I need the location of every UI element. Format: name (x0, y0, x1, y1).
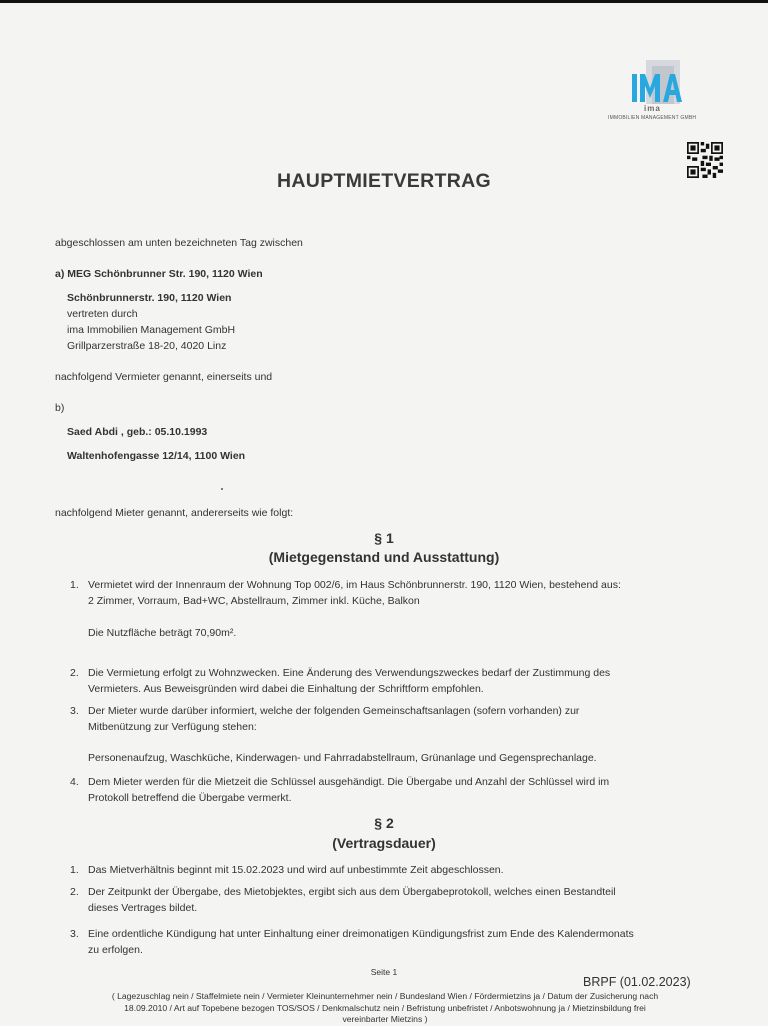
party-a-address: Schönbrunnerstr. 190, 1120 Wien (67, 292, 232, 304)
ima-building-icon (626, 58, 686, 106)
item-line: Das Mietverhältnis beginnt mit 15.02.2023 und wird auf unbestimmte Zeit abgeschlossen. (88, 864, 504, 876)
item-line: Eine ordentliche Kündigung hat unter Einhaltung einer dreimonatigen Kündigungsfrist zum Ende des Kalendermonats (88, 928, 634, 940)
section2-item-3 (70, 926, 634, 958)
tenant-name: Saed Abdi , geb.: 05.10.1993 (67, 426, 208, 438)
page-number: Seite 1 (370, 967, 398, 977)
footer-line: 18.09.2010 / Art auf Topebene bezogen TOS/SOS / Denkmalschutz nein / Befristung unbefristet / Anbotswohnung ja / Mietzinsbildung frei (124, 1002, 646, 1013)
party-a-label: a) MEG Schönbrunner Str. 190, 1120 Wien (55, 268, 263, 280)
item-number: 2. (70, 886, 79, 898)
tenant-address: Waltenhofengasse 12/14, 1100 Wien (67, 450, 246, 462)
item-line: Der Mieter wurde darüber informiert, welche der folgenden Gemeinschaftsanlagen (sofern vorhanden) zur (88, 705, 580, 717)
item-line: 2 Zimmer, Vorraum, Bad+WC, Abstellraum, Zimmer inkl. Küche, Balkon (88, 595, 420, 607)
item-line: zu erfolgen. (88, 944, 143, 956)
section1-item-2 (70, 665, 708, 697)
section2-number: § 2 (374, 815, 394, 831)
item-number: 3. (70, 928, 79, 940)
item-number: 2. (70, 667, 79, 679)
scan-speck (221, 488, 223, 490)
item-number: 4. (70, 776, 79, 788)
scan-edge-line (0, 0, 768, 3)
section2-item-2 (70, 884, 616, 916)
party-a-agent-address: Grillparzerstraße 18-20, 4020 Linz (67, 340, 227, 352)
ima-logo (606, 58, 710, 128)
item-line: dieses Vertrages bildet. (88, 902, 198, 914)
section1-item-1 (70, 577, 621, 641)
logo-company: IMMOBILIEN MANAGEMENT GMBH (608, 115, 697, 121)
section1-number: § 1 (374, 530, 394, 546)
party-a-agent: ima Immobilien Management GmbH (67, 324, 236, 336)
document-title: HAUPTMIETVERTRAG (277, 170, 491, 192)
party-a-represented: vertreten durch (67, 308, 138, 320)
item-line: Vermieters. Aus Beweisgründen wird dabei die Einhaltung der Schriftform empfohlen. (88, 683, 484, 695)
item-line: Personenaufzug, Waschküche, Kinderwagen- und Fahrradabstellraum, Grünanlage und Gegensprechanlage. (88, 752, 597, 764)
item-number: 1. (70, 579, 79, 591)
item-line: Protokoll betreffend die Übergabe vermerkt. (88, 792, 292, 804)
section2-heading: (Vertragsdauer) (332, 835, 436, 851)
form-version: BRPF (01.02.2023) (583, 975, 691, 989)
party-b-label: b) (55, 402, 65, 414)
footer-line: vereinbarter Mietzins ) (342, 1014, 428, 1024)
section1-heading: (Mietgegenstand und Ausstattung) (268, 549, 500, 565)
item-line: Der Zeitpunkt der Übergabe, des Mietobjektes, ergibt sich aus dem Übergabeprotokoll, welches einen Bestandteil (88, 886, 616, 898)
intro-text: abgeschlossen am unten bezeichneten Tag zwischen (55, 237, 303, 249)
section1-item-3 (70, 703, 597, 766)
item-line: Mitbenützung zur Verfügung stehen: (88, 721, 257, 733)
item-line: Die Vermietung erfolgt zu Wohnzwecken. Eine Änderung des Verwendungszweckes bedarf der Zustimmung des (88, 667, 611, 679)
footer-line: ( Lagezuschlag nein / Staffelmiete nein / Vermieter Kleinunternehmer nein / Bundesland Wien / Fördermietzins ja / Datum der Zusicherung nach (111, 991, 659, 1001)
item-line: Vermietet wird der Innenraum der Wohnung Top 002/6, im Haus Schönbrunnerstr. 190, 1120 Wien, bestehend aus: (88, 579, 621, 591)
item-line: Die Nutzfläche beträgt 70,90m². (88, 627, 237, 639)
item-number: 3. (70, 705, 79, 717)
section1-item-4 (70, 774, 610, 806)
item-line: Dem Mieter werden für die Mietzeit die Schlüssel ausgehändigt. Die Übergabe und Anzahl der Schlüssel wird im (88, 776, 610, 788)
footer-note (40, 991, 730, 1026)
section2-item-1 (70, 862, 504, 878)
tenant-note: nachfolgend Mieter genannt, andererseits wie folgt: (55, 507, 294, 519)
logo-text: ima (644, 104, 661, 113)
landlord-note: nachfolgend Vermieter genannt, einerseits und (55, 371, 273, 383)
item-number: 1. (70, 864, 79, 876)
